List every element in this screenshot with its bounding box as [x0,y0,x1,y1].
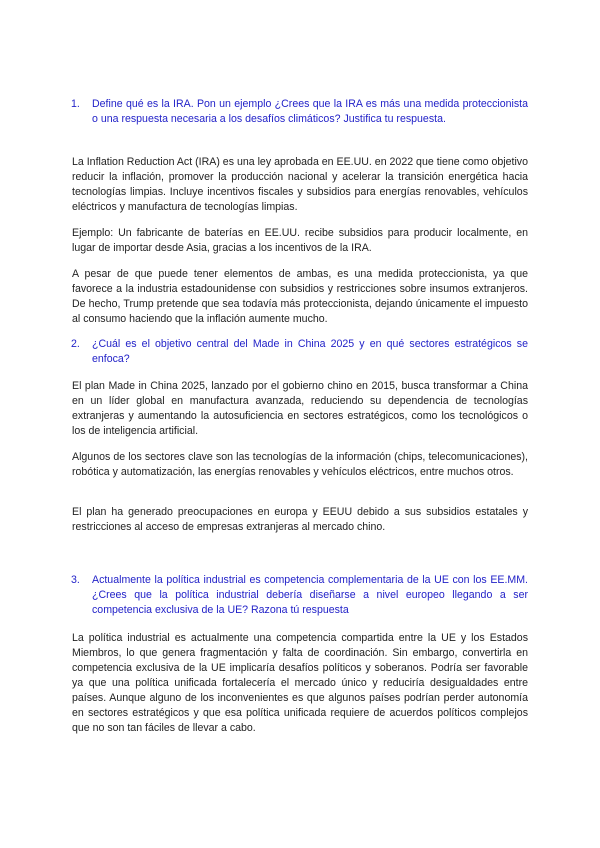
question-1-text: Define qué es la IRA. Pon un ejemplo ¿Crees que la IRA es más una medida proteccionista o una respuesta necesaria a los desafíos climáticos? Justifica tu respuesta. [92,98,528,125]
question-2 [71,337,528,367]
question-1-number: 1. [71,98,80,110]
answer-1-paragraph-3: A pesar de que puede tener elementos de ambas, es una medida proteccionista, ya que favorece a la industria estadounidense con subsidios y restricciones sobre insumos extranjeros. De hecho, Trump pretende que sea todavía más proteccionista, dejando únicamente el impuesto al consumo haciendo que la inflación aumente mucho. [72,268,528,325]
answer-2-paragraph-3: El plan ha generado preocupaciones en europa y EEUU debido a sus subsidios estatales y restricciones al acceso de empresas extranjeras al mercado chino. [72,506,528,533]
question-3-text: Actualmente la política industrial es competencia complementaria de la UE con los EE.MM. ¿Crees que la política industrial debería diseñarse a nivel europeo llegando a ser competencia exclusiva de la UE? Razona tú respuesta [92,574,528,616]
answer-2-paragraph-1: El plan Made in China 2025, lanzado por el gobierno chino en 2015, busca transformar a China en un líder global en manufactura avanzada, reduciendo su dependencia de tecnologías extranjeras y aumentando la autosuficiencia en sectores estratégicos, como los tecnológicos o los de inteligencia artificial. [72,380,528,437]
answer-2-paragraph-2: Algunos de los sectores clave son las tecnologías de la información (chips, telecomunicaciones), robótica y automatización, las energías renovables y vehículos eléctricos, entre muchos otros. [72,451,528,478]
answer-1-paragraph-2: Ejemplo: Un fabricante de baterías en EE.UU. recibe subsidios para producir localmente, en lugar de importar desde Asia, gracias a los incentivos de la IRA. [72,227,528,254]
question-3-number: 3. [71,574,80,586]
answer-1-paragraph-1: La Inflation Reduction Act (IRA) es una ley aprobada en EE.UU. en 2022 que tiene como objetivo reducir la inflación, promover la producción nacional y acelerar la transición energética hacia tecnologías limpias. Incluye incentivos fiscales y subsidios para energías renovables, vehículos eléctricos y manufactura de tecnologías limpias. [72,156,528,213]
question-2-text: ¿Cuál es el objetivo central del Made in China 2025 y en qué sectores estratégicos se enfoca? [92,338,528,365]
question-2-number: 2. [71,338,80,350]
answer-3-paragraph-1: La política industrial es actualmente una competencia compartida entre la UE y los Estados Miembros, lo que genera fragmentación y falta de coordinación. Sin embargo, convertirla en competencia exclusiva de la UE implicaría desafíos políticos y soberanos. Podría ser favorable ya que una política unificada fortalecería el mercado único y reduciría desigualdades entre países. Aunque alguno de los inconvenientes es que algunos países podrían perder autonomía en sectores estratégicos y que esa política unificada requiere de acuerdos políticos complejos que no son tan fáciles de llevar a cabo. [72,632,528,734]
question-3 [71,573,528,618]
question-1 [71,97,528,127]
